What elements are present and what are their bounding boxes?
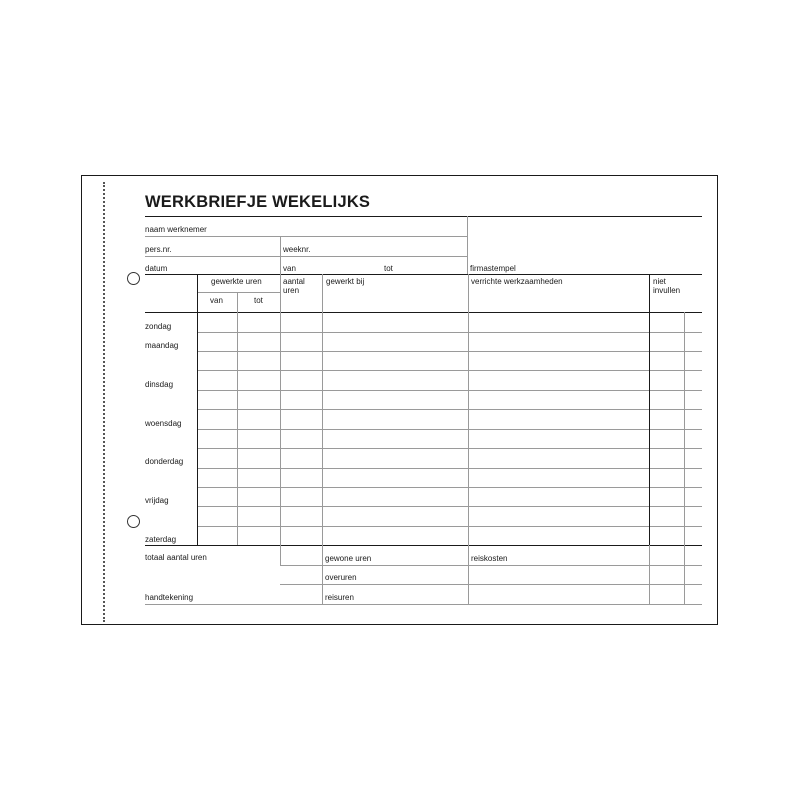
title-rule: [145, 216, 702, 217]
footer-column-divider: [468, 545, 469, 604]
table-row-line: [198, 429, 702, 430]
hours-subheader-line: [198, 292, 280, 293]
header-line: [145, 256, 467, 257]
table-row-line: [198, 506, 702, 507]
perforation-line: [103, 182, 105, 622]
table-row-line: [198, 370, 702, 371]
table-top-rule: [145, 274, 702, 275]
header-line: [145, 236, 467, 237]
datum-label: datum: [145, 264, 168, 273]
stamp-divider: [467, 216, 468, 274]
column-divider: [684, 312, 685, 545]
column-divider: [649, 274, 650, 545]
footer-column-divider: [280, 545, 281, 565]
column-divider: [237, 292, 238, 545]
footer-column-divider: [649, 545, 650, 604]
day-label-maandag: maandag: [145, 341, 179, 350]
footer-column-divider: [322, 545, 323, 604]
datum-van-label: van: [283, 264, 296, 273]
datum-tot-label: tot: [384, 264, 393, 273]
table-row-line: [198, 487, 702, 488]
weeknr-label: weeknr.: [283, 245, 311, 254]
tot-column-label: tot: [254, 296, 263, 305]
naam-werknemer-label: naam werknemer: [145, 225, 207, 234]
punch-hole-icon: [127, 515, 140, 528]
footer-row-line: [145, 604, 280, 605]
footer-column-divider: [684, 545, 685, 604]
gewerkt-bij-label: gewerkt bij: [326, 277, 365, 286]
footer-row-line: [280, 565, 702, 566]
table-bottom-rule: [145, 545, 702, 546]
day-label-woensdag: woensdag: [145, 419, 182, 428]
form-title: WERKBRIEFJE WEKELIJKS: [145, 193, 371, 211]
van-column-label: van: [210, 296, 223, 305]
column-divider: [280, 274, 281, 545]
pers-nr-label: pers.nr.: [145, 245, 172, 254]
table-row-line: [198, 468, 702, 469]
gewerkte-uren-label: gewerkte uren: [211, 277, 262, 286]
table-row-line: [198, 409, 702, 410]
column-divider: [197, 274, 198, 545]
uren-label: uren: [283, 286, 300, 295]
niet-label: niet: [653, 277, 666, 286]
table-row-line: [198, 448, 702, 449]
punch-hole-icon: [127, 272, 140, 285]
table-row-line: [198, 332, 702, 333]
footer-row-line: [280, 604, 702, 605]
verrichte-werkzaamheden-label: verrichte werkzaamheden: [471, 277, 563, 286]
header-divider: [280, 236, 281, 274]
column-divider: [322, 274, 323, 545]
footer-row-line: [280, 584, 702, 585]
day-label-vrijdag: vrijdag: [145, 496, 169, 505]
table-row-line: [198, 351, 702, 352]
column-divider: [468, 274, 469, 545]
table-row-line: [198, 390, 702, 391]
table-row-line: [198, 526, 702, 527]
firmastempel-label: firmastempel: [470, 264, 516, 273]
day-label-zondag: zondag: [145, 322, 172, 331]
invullen-label: invullen: [653, 286, 681, 295]
handtekening-label: handtekening: [145, 593, 194, 602]
table-header-rule: [145, 312, 702, 313]
aantal-label: aantal: [283, 277, 305, 286]
day-label-zaterdag: zaterdag: [145, 535, 177, 544]
gewone-uren-label: gewone uren: [325, 554, 372, 563]
day-label-donderdag: donderdag: [145, 457, 184, 466]
reisuren-label: reisuren: [325, 593, 354, 602]
day-label-dinsdag: dinsdag: [145, 380, 174, 389]
overuren-label: overuren: [325, 573, 357, 582]
reiskosten-label: reiskosten: [471, 554, 508, 563]
totaal-aantal-uren-label: totaal aantal uren: [145, 553, 207, 562]
